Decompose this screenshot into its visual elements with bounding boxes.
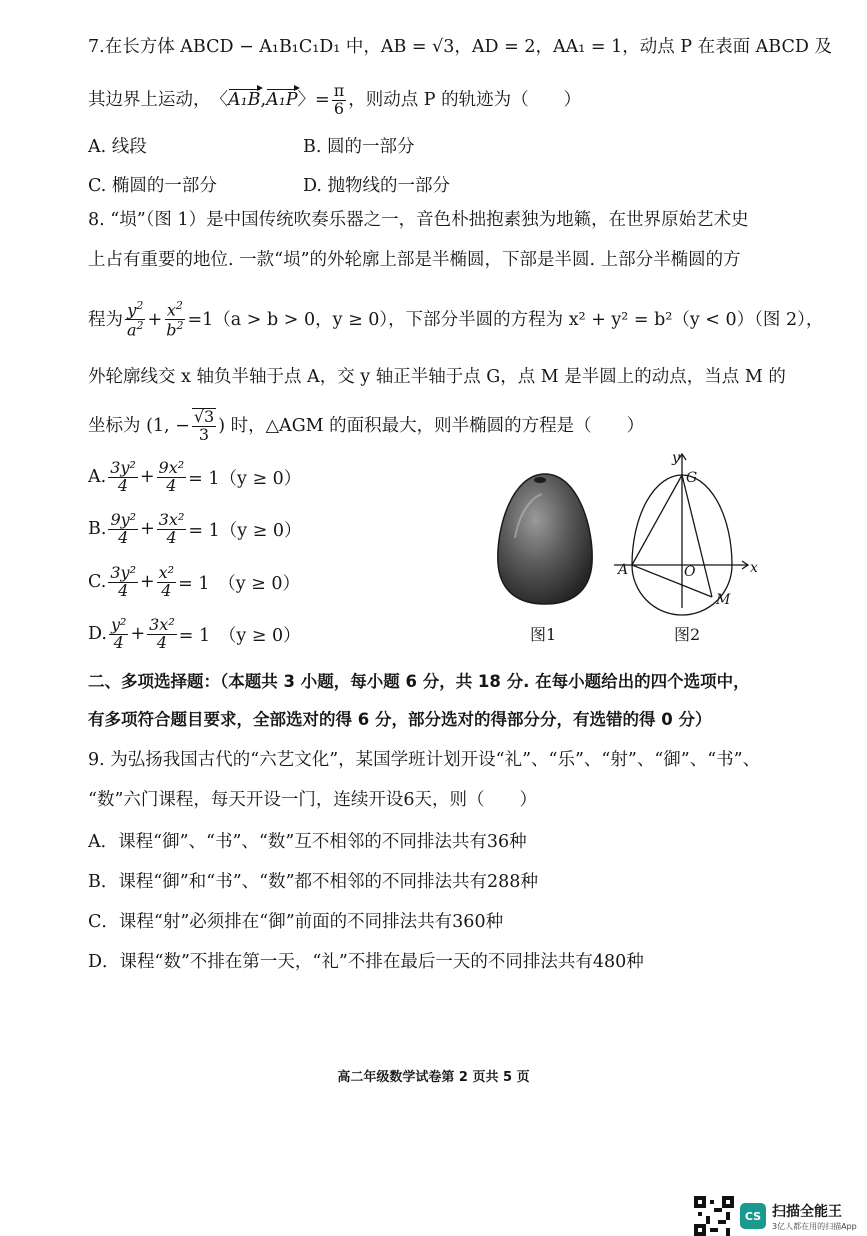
stamp-text xyxy=(772,1201,857,1232)
q8-line-5-post: ) 时，△AGM 的面积最大，则半椭圆的方程是（ ） xyxy=(218,415,645,436)
q8-line-3-pre: 程为 xyxy=(88,309,123,330)
q9-line-2: “数”六门课程，每天开设一门，连续开设6天，则（ ） xyxy=(88,790,538,810)
q9-option-d[interactable]: D．课程“数”不排在第一天，“礼”不排在最后一天的不同排法共有480种 xyxy=(88,952,644,972)
figure-1-caption: 图1 xyxy=(530,625,557,644)
q7-line-2-post: ，则动点 P 的轨迹为（ ） xyxy=(348,90,582,111)
q8-option-b[interactable]: B. $\frac{\text{9y²}}{4}$ + $\frac{\text{3x²}}{4}$ = 1（y ≥ 0） xyxy=(88,510,302,547)
q7-option-a[interactable]: A. 线段 xyxy=(88,137,147,157)
q7-angle: 〈A₁B,A₁P〉= $\frac{\pi}{6}$ xyxy=(210,81,345,118)
stamp-title: 扫描全能王 xyxy=(772,1203,842,1220)
vector-a1b: A₁B xyxy=(228,89,261,110)
figure-1-xun xyxy=(490,468,600,608)
q7-line-2-pre: 其边界上运动， xyxy=(88,90,211,111)
angle-numerator: π xyxy=(333,81,345,100)
q8-option-a[interactable]: A. $\frac{\text{3y²}}{4}$ + $\frac{\text{9x²}}{4}$ = 1（y ≥ 0） xyxy=(88,458,302,495)
camscanner-logo-icon: CS xyxy=(740,1203,766,1229)
label-o: O xyxy=(684,564,696,580)
angle-denominator: 6 xyxy=(333,98,345,118)
q9-option-a[interactable]: A．课程“御”、“书”、“数”互不相邻的不同排法共有36种 xyxy=(88,832,527,852)
label-x: x xyxy=(750,560,758,576)
coord-denominator: 3 xyxy=(198,424,210,444)
segment-ag xyxy=(632,475,682,565)
section-2-heading-line-2: 有多项符合题目要求，全部选对的得 6 分，部分选对的得部分分，有选错的得 0 分） xyxy=(88,710,712,729)
vector-a1p: A₁P xyxy=(266,89,298,110)
stamp-subtitle: 3亿人都在用的扫描App xyxy=(772,1221,857,1231)
figure-2-caption: 图2 xyxy=(674,625,701,644)
label-a: A xyxy=(618,562,629,578)
q9-line-1: 9. 为弘扬我国古代的“六艺文化”，某国学班计划开设“礼”、“乐”、“射”、“御”、“书”、 xyxy=(88,750,761,770)
page-footer: 高二年级数学试卷第 2 页共 5 页 xyxy=(337,1070,530,1085)
section-2-heading-line-1: 二、多项选择题：（本题共 3 小题，每小题 6 分，共 18 分. 在每小题给出的四个选项中， xyxy=(88,672,750,691)
q8-line-5-pre: 坐标为 (1, − xyxy=(88,415,190,436)
label-g: G xyxy=(686,470,698,486)
q7-option-c[interactable]: C. 椭圆的一部分 xyxy=(88,176,217,196)
q8-line-1: 8. “埙”（图 1）是中国传统吹奏乐器之一，音色朴拙抱素独为地籁，在世界原始艺术史 xyxy=(88,210,749,230)
q8-option-d[interactable]: D. $\frac{\text{y²}}{4}$ + $\frac{\text{3x²}}{4}$ = 1 （y ≥ 0） xyxy=(88,615,301,652)
q8-line-3-post: （a > b > 0，y ≥ 0），下部分半圆的方程为 x² + y² = b²（y < 0）（图 2）， xyxy=(213,309,824,330)
q9-option-c[interactable]: C．课程“射”必须排在“御”前面的不同排法共有360种 xyxy=(88,912,504,932)
q7-option-b[interactable]: B. 圆的一部分 xyxy=(303,137,415,157)
q8-line-2: 上占有重要的地位. 一款“埙”的外轮廓上部是半椭圆，下部是半圆. 上部分半椭圆的方 xyxy=(88,250,741,270)
q7-line-1: 7.在长方体 ABCD − A₁B₁C₁D₁ 中，AB = √3，AD = 2，AA₁ = 1，动点 P 在表面 ABCD 及 xyxy=(88,37,832,57)
q7-line-2 xyxy=(88,83,581,118)
coord-numerator: √3 xyxy=(193,407,215,426)
qr-code-icon xyxy=(694,1196,734,1236)
q8-line-3: 程为 $\frac{y^2}{a^2}$ + $\frac{x^2}{b^2}$ =1 （a > b > 0，y ≥ 0），下部分半圆的方程为 x² + y² = b²（y < 0）（图 2）， xyxy=(88,299,824,340)
q8-line-5 xyxy=(88,408,644,444)
figure-2-diagram xyxy=(610,448,760,618)
q9-option-b[interactable]: B．课程“御”和“书”、“数”都不相邻的不同排法共有288种 xyxy=(88,872,538,892)
label-m: M xyxy=(716,592,731,608)
q7-option-d[interactable]: D. 抛物线的一部分 xyxy=(303,176,451,196)
scanner-stamp xyxy=(694,1196,857,1236)
q8-line-4: 外轮廓线交 x 轴负半轴于点 A，交 y 轴正半轴于点 G，点 M 是半圆上的动点，当点 M 的 xyxy=(88,367,786,387)
label-y: y xyxy=(672,450,680,466)
q8-option-c[interactable]: C. $\frac{\text{3y²}}{4}$ + $\frac{\text{x²}}{4}$ = 1 （y ≥ 0） xyxy=(88,563,301,600)
segment-am xyxy=(632,565,712,597)
